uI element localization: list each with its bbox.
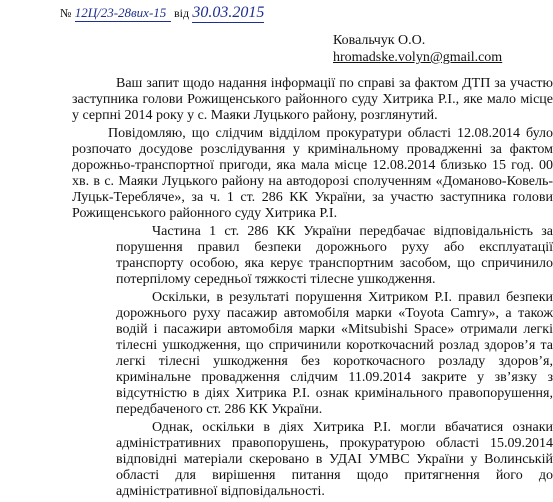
recipient-block xyxy=(333,32,502,66)
document-date: 30.03.2015 xyxy=(192,4,265,21)
recipient-email[interactable]: hromadske.volyn@gmail.com xyxy=(333,50,503,65)
paragraph-law-article: Частина 1 ст. 286 КК України передбачає відповідальність за порушення правил безпеки дорожнього руху або експлуатації транспорту особою, яка керує транспортним засобом, що спричинило потерпілому середньої тяжкості тілесне ушкодження. xyxy=(116,224,553,287)
paragraph-investigation: Повідомляю, що слідчим відділом прокуратури області 12.08.2014 було розпочато досудове розслідування у кримінальному провадженні за фактом дорожньо-транспортної пригоди, яка мала місце 12.08.2014 близько 15 год. 00 хв. в с. Маяки Луцького району на автодорозі сполученням «Доманово-Ковель-Луцьк-Теребляче», за ч. 1 ст. 286 КК України, за участю заступника голови Рожищенського районного суду Хитрика Р.І. xyxy=(72,126,553,221)
reference-number-label: № xyxy=(60,6,72,20)
paragraph-administrative: Однак, оскільки в діях Хитрика Р.І. могли вбачатися ознаки адміністративних правопорушень, прокуратурою області 15.09.2014 відповідні матеріали скеровано в УДАІ УМВС України у Волинській області для вирішення питання щодо притягнення його до адміністративної відповідальності. xyxy=(116,420,553,499)
reference-number: 12Ц/23-28вих-15 xyxy=(75,5,171,22)
document-reference-line xyxy=(60,4,264,23)
paragraph-request: Ваш запит щодо надання інформації по справі за фактом ДТП за участю заступника голови Рожищенського районного суду Хитрика Р.І., яке мало місце у серпні 2014 року у с. Маяки Луцького району, розглянутий. xyxy=(72,76,553,123)
letter-body xyxy=(0,76,553,502)
recipient-name: Ковальчук О.О. xyxy=(333,33,426,48)
date-label: від xyxy=(173,6,190,20)
paragraph-case-closed: Оскільки, в результаті порушення Хитриком Р.І. правил безпеки дорожнього руху пасажир автомобіля марки «Toyota Camry», а також водій і пасажири автомобіля марки «Mitsubishi Space» отримали легкі тілесні ушкодження, що спричинили короткочасний розлад здоров’я та легкі тілесні ушкодження без короткочасного розладу здоров’я, кримінальне провадження слідчим 11.09.2014 закрите у зв’язку з відсутністю в діях Хитрика Р.І. ознак кримінального правопорушення, передбаченого ст. 286 КК України. xyxy=(116,290,553,417)
